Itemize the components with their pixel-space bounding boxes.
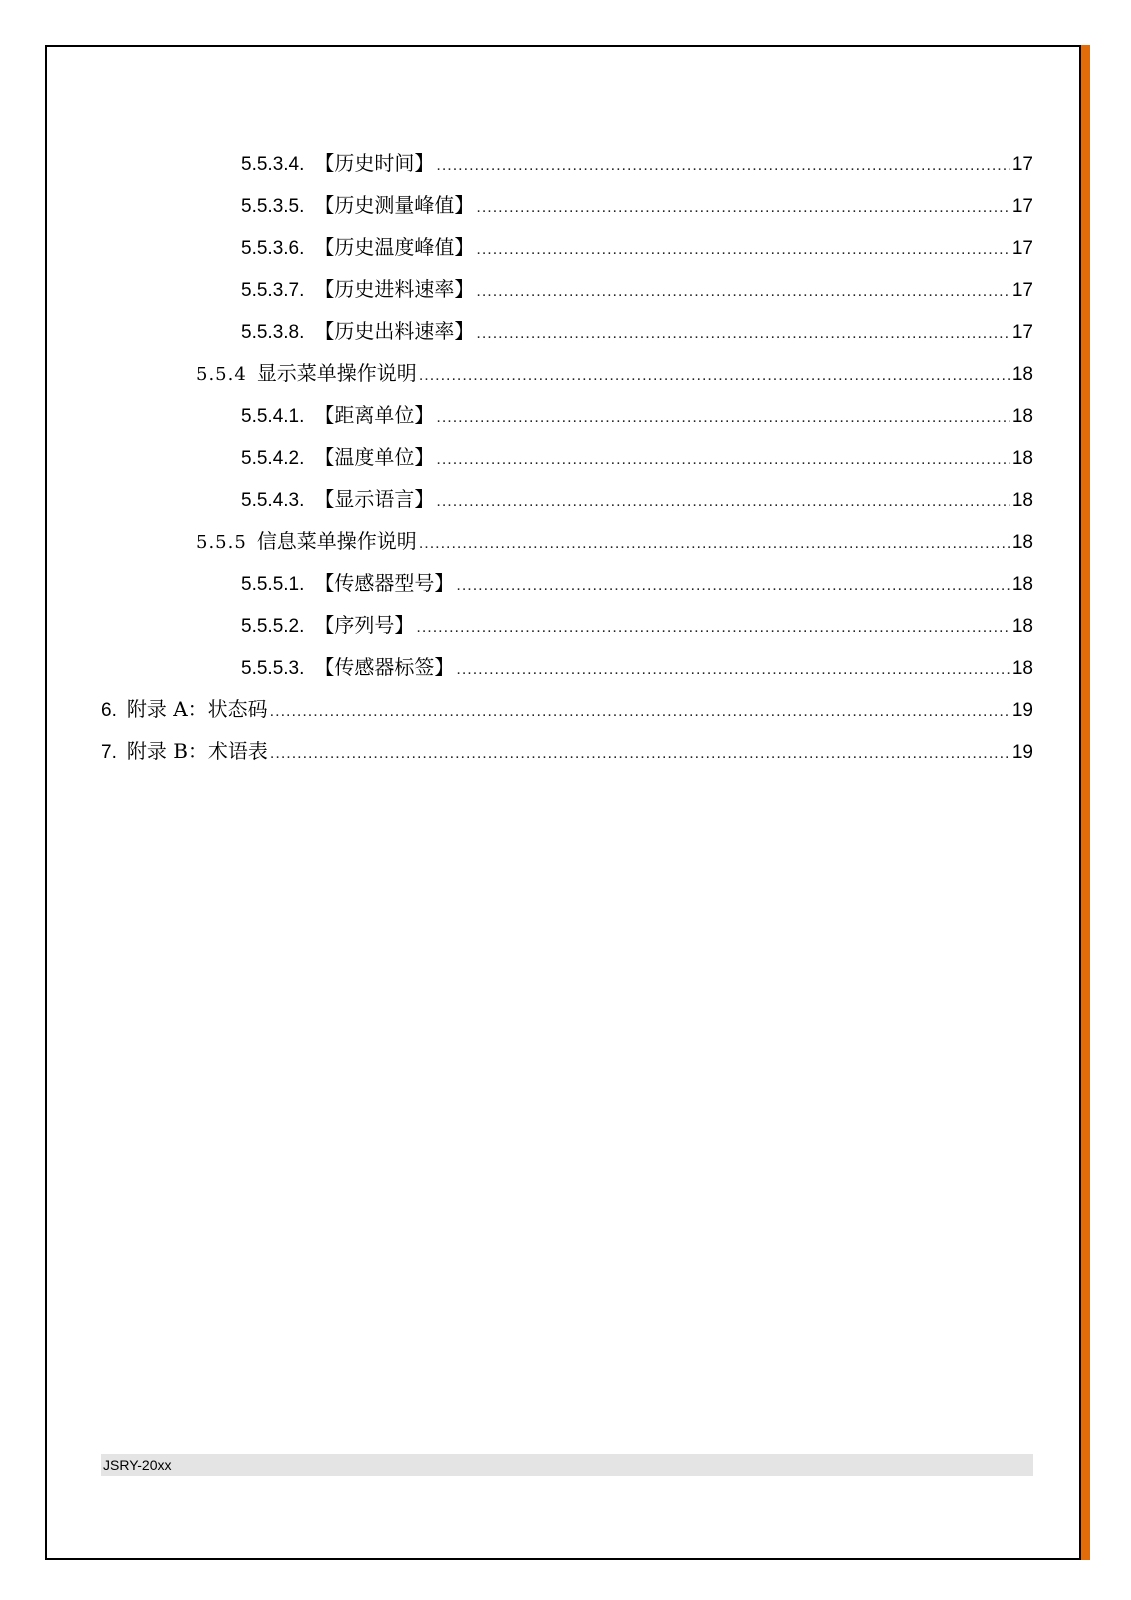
toc-leader-dots xyxy=(456,577,1009,595)
toc-title: 【距离单位】 xyxy=(314,403,435,427)
toc-number: 5.5.5 xyxy=(196,532,247,553)
toc-leader-dots xyxy=(419,535,1010,553)
toc-title: 【序列号】 xyxy=(314,613,415,637)
toc-entry-5-5-5-3[interactable] xyxy=(101,651,1033,693)
toc-title: 【历史温度峰值】 xyxy=(314,235,475,259)
toc-number: 5.5.4 xyxy=(196,364,247,385)
toc-page-number: 18 xyxy=(1011,658,1033,679)
toc-page-number: 18 xyxy=(1011,490,1033,511)
toc-page-number: 17 xyxy=(1011,238,1033,259)
toc-leader-dots xyxy=(436,157,1009,175)
toc-page-number: 17 xyxy=(1011,196,1033,217)
toc-number: 6. xyxy=(101,700,117,721)
toc-number: 5.5.3.6. xyxy=(241,238,305,259)
toc-entry-5-5-3-7[interactable] xyxy=(101,273,1033,315)
toc-leader-dots xyxy=(270,703,1010,721)
toc-page-number: 17 xyxy=(1011,280,1033,301)
toc-page-number: 18 xyxy=(1011,532,1033,553)
toc-number: 5.5.4.2. xyxy=(241,448,305,469)
toc-title: 【显示语言】 xyxy=(314,487,435,511)
toc-title: 【传感器型号】 xyxy=(314,571,455,595)
toc-title: 显示菜单操作说明 xyxy=(256,361,417,385)
toc-title: 信息菜单操作说明 xyxy=(256,529,417,553)
toc-page-number: 17 xyxy=(1011,322,1033,343)
toc-title: 【历史进料速率】 xyxy=(314,277,475,301)
toc-leader-dots xyxy=(436,409,1009,427)
toc-entry-5-5-3-4[interactable] xyxy=(101,147,1033,189)
toc-entry-5-5-5-2[interactable] xyxy=(101,609,1033,651)
toc-entry-5-5-4-3[interactable] xyxy=(101,483,1033,525)
toc-leader-dots xyxy=(456,661,1009,679)
toc-page-number: 18 xyxy=(1011,406,1033,427)
toc-leader-dots xyxy=(436,451,1009,469)
toc-leader-dots xyxy=(419,367,1010,385)
toc-page-number: 19 xyxy=(1011,700,1033,721)
toc-entry-5-5-3-5[interactable] xyxy=(101,189,1033,231)
toc-title: 【温度单位】 xyxy=(314,445,435,469)
toc-number: 5.5.5.3. xyxy=(241,658,305,679)
toc-number: 5.5.4.1. xyxy=(241,406,305,427)
toc-leader-dots xyxy=(476,199,1009,217)
toc-page-number: 18 xyxy=(1011,616,1033,637)
toc-page-number: 18 xyxy=(1011,364,1033,385)
toc-title: 【历史测量峰值】 xyxy=(314,193,475,217)
toc-number: 7. xyxy=(101,742,117,763)
toc-title: 【历史时间】 xyxy=(314,151,435,175)
toc-entry-5-5-5-1[interactable] xyxy=(101,567,1033,609)
toc-title: 【历史出料速率】 xyxy=(314,319,475,343)
toc-page-number: 17 xyxy=(1011,154,1033,175)
toc-page-number: 19 xyxy=(1011,742,1033,763)
footer-band xyxy=(101,1454,1033,1476)
toc-number: 5.5.5.2. xyxy=(241,616,305,637)
toc-number: 5.5.4.3. xyxy=(241,490,305,511)
toc-number: 5.5.3.7. xyxy=(241,280,305,301)
footer-doc-code: JSRY-20xx xyxy=(103,1457,172,1473)
toc-number: 5.5.5.1. xyxy=(241,574,305,595)
toc-entry-5-5-3-8[interactable] xyxy=(101,315,1033,357)
toc-entry-6[interactable] xyxy=(101,693,1033,735)
toc-title: 【传感器标签】 xyxy=(314,655,455,679)
toc-number: 5.5.3.5. xyxy=(241,196,305,217)
toc-number: 5.5.3.8. xyxy=(241,322,305,343)
toc-entry-5-5-4-2[interactable] xyxy=(101,441,1033,483)
toc-entry-7[interactable] xyxy=(101,735,1033,777)
toc-entry-5-5-4[interactable] xyxy=(101,357,1033,399)
table-of-contents xyxy=(101,147,1033,777)
toc-leader-dots xyxy=(416,619,1009,637)
toc-leader-dots xyxy=(476,325,1009,343)
toc-leader-dots xyxy=(476,241,1009,259)
toc-title: 附录 A：状态码 xyxy=(126,697,268,721)
toc-leader-dots xyxy=(436,493,1009,511)
toc-entry-5-5-4-1[interactable] xyxy=(101,399,1033,441)
toc-entry-5-5-5[interactable] xyxy=(101,525,1033,567)
accent-bar xyxy=(1081,45,1090,1560)
toc-number: 5.5.3.4. xyxy=(241,154,305,175)
toc-entry-5-5-3-6[interactable] xyxy=(101,231,1033,273)
toc-page-number: 18 xyxy=(1011,574,1033,595)
toc-leader-dots xyxy=(270,745,1010,763)
toc-leader-dots xyxy=(476,283,1009,301)
toc-page-number: 18 xyxy=(1011,448,1033,469)
toc-title: 附录 B：术语表 xyxy=(126,739,268,763)
